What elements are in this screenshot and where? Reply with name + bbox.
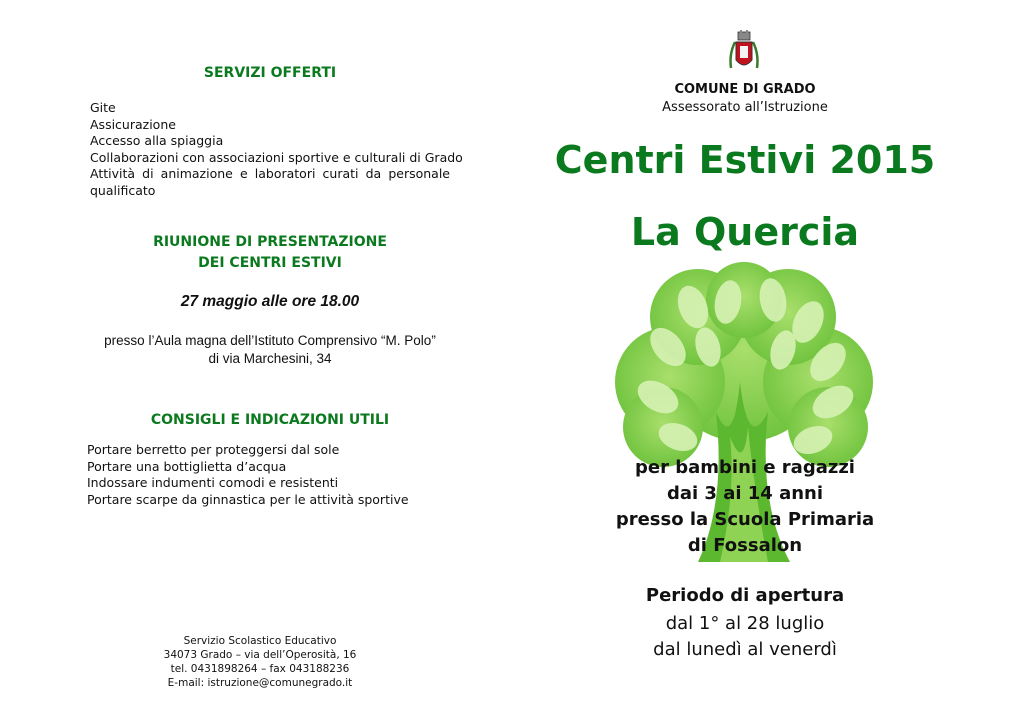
- services-list: [90, 100, 463, 199]
- page-title: Centri Estivi 2015: [554, 138, 936, 182]
- tips-title: CONSIGLI E INDICAZIONI UTILI: [150, 412, 390, 428]
- meeting-place: [70, 332, 470, 368]
- list-item: Portare scarpe da ginnastica per le attività sportive: [87, 491, 409, 507]
- period-line2: dal lunedì al venerdì: [653, 639, 837, 660]
- period-line1: dal 1° al 28 luglio: [665, 613, 825, 634]
- info-line1: per bambini e ragazzi: [635, 457, 855, 478]
- coat-of-arms-icon: [727, 30, 761, 74]
- meeting-title-line1: RIUNIONE DI PRESENTAZIONE: [153, 234, 387, 250]
- info-line4: di Fossalon: [687, 535, 803, 556]
- tips-list: [87, 442, 447, 508]
- comune-name: COMUNE DI GRADO: [674, 82, 816, 97]
- info-line3: presso la Scuola Primaria: [615, 509, 875, 530]
- list-item: Gite: [90, 100, 116, 115]
- services-title: SERVIZI OFFERTI: [203, 65, 337, 81]
- meeting-place-line1: presso l’Aula magna dell’Istituto Comprensivo “M. Polo”: [104, 333, 436, 348]
- list-item: Assicurazione: [90, 116, 176, 132]
- list-item: Collaborazioni con associazioni sportive e culturali di Grado: [90, 149, 463, 165]
- list-item: Indossare indumenti comodi e resistenti: [87, 475, 339, 490]
- assessorato: Assessorato all’Istruzione: [662, 100, 828, 115]
- list-item: Attività di animazione e laboratori curati da personale qualificato: [90, 166, 450, 198]
- meeting-title-line2: DEI CENTRI ESTIVI: [198, 255, 342, 271]
- meeting-date: 27 maggio alle ore 18.00: [180, 293, 360, 310]
- footer-line1: Servizio Scolastico Educativo: [183, 635, 337, 647]
- footer-contacts: [130, 634, 390, 690]
- list-item: Portare una bottiglietta d’acqua: [87, 458, 287, 474]
- period-title: Periodo di apertura: [645, 585, 845, 606]
- program-info: [560, 455, 930, 559]
- footer-line3: tel. 0431898264 – fax 043188236: [170, 663, 350, 675]
- list-item: Accesso alla spiaggia: [90, 133, 224, 148]
- list-item: Portare berretto per proteggersi dal sole: [87, 442, 340, 457]
- period-dates: [560, 611, 930, 663]
- meeting-title: [90, 232, 450, 274]
- footer-line4: E-mail: istruzione@comunegrado.it: [167, 677, 353, 689]
- footer-line2: 34073 Grado – via dell’Operosità, 16: [163, 649, 357, 661]
- info-line2: dai 3 ai 14 anni: [666, 483, 824, 504]
- meeting-place-line2: di via Marchesini, 34: [208, 351, 332, 366]
- page-subtitle: La Quercia: [630, 210, 860, 254]
